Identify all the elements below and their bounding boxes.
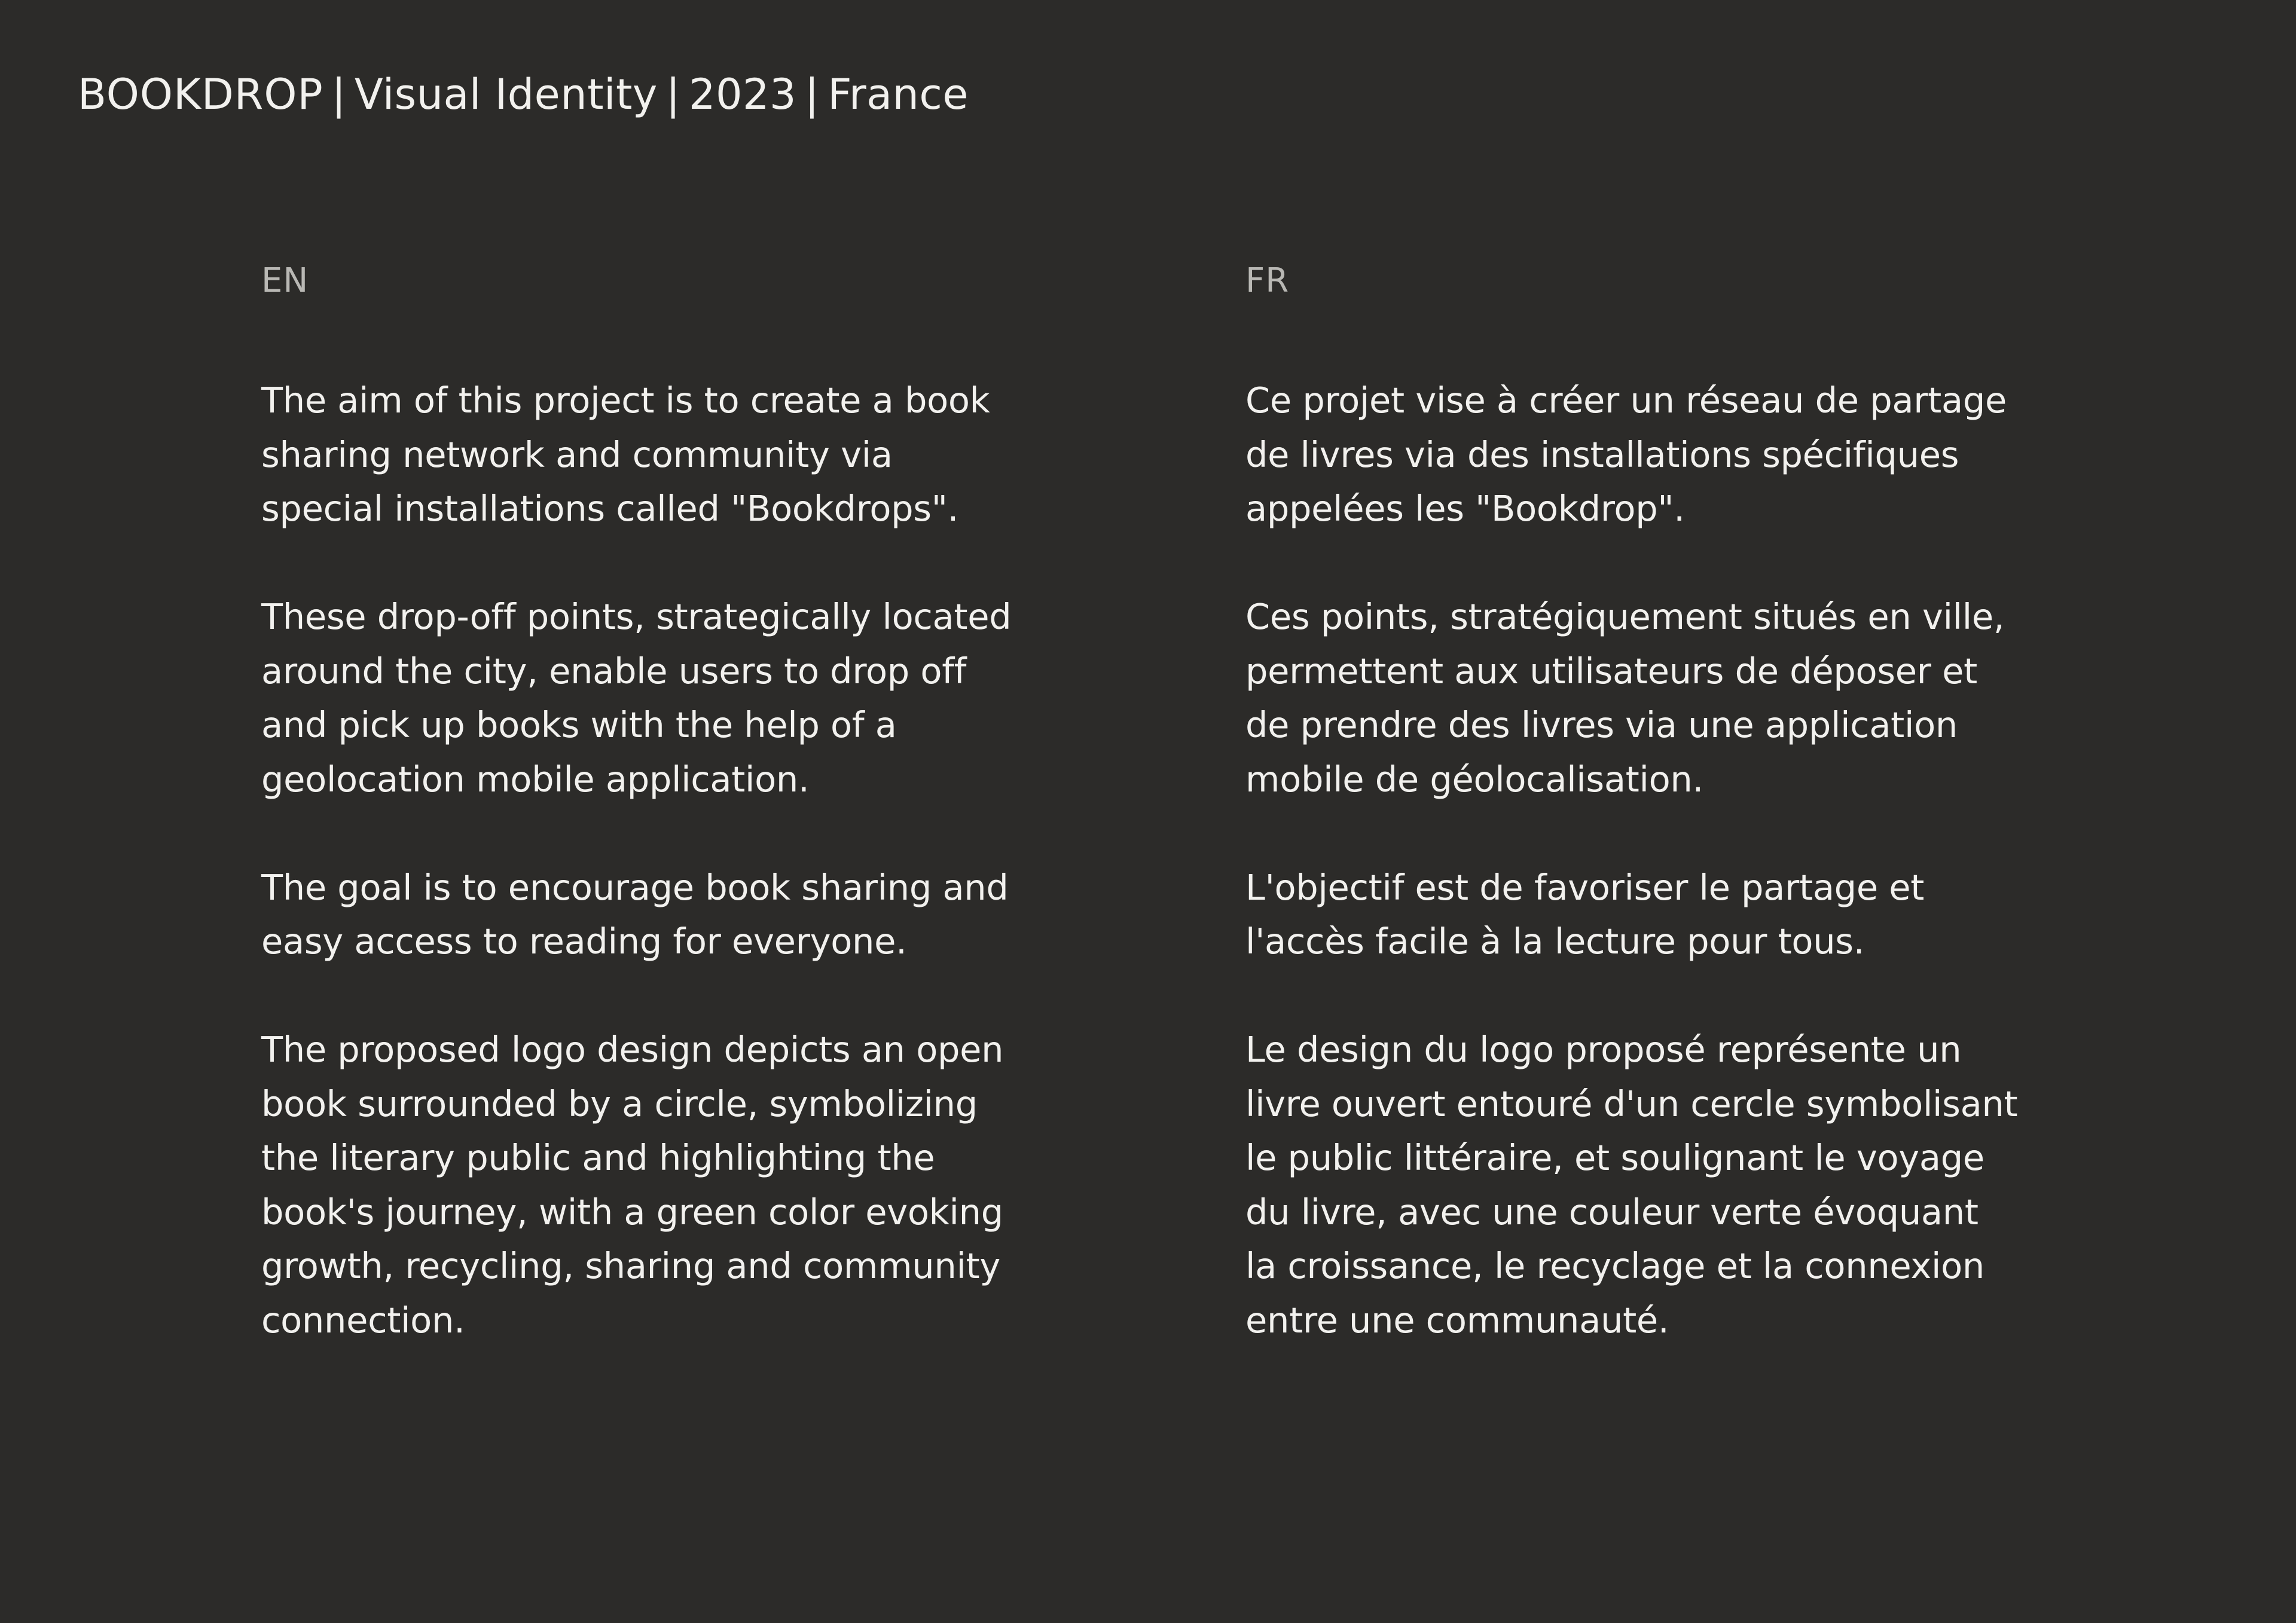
- text-line: geolocation mobile application.: [261, 758, 810, 800]
- paragraph: [261, 374, 1098, 536]
- project-country: France: [828, 70, 969, 119]
- header-separator: |: [805, 70, 820, 119]
- text-line: la croissance, le recyclage et la connexion: [1245, 1245, 1984, 1286]
- english-column: [261, 257, 1098, 1402]
- paragraph: [1245, 374, 2083, 536]
- header-separator: |: [665, 70, 680, 119]
- text-line: de prendre des livres via une application: [1245, 704, 1958, 745]
- paragraph: [261, 1023, 1098, 1347]
- text-line: Le design du logo proposé représente un: [1245, 1029, 1962, 1070]
- text-line: livre ouvert entouré d'un cercle symbolisant: [1245, 1083, 2018, 1124]
- text-line: book's journey, with a green color evoking: [261, 1191, 1003, 1233]
- text-line: sharing network and community via: [261, 433, 893, 475]
- paragraph: [261, 861, 1098, 969]
- text-line: entre une communauté.: [1245, 1299, 1669, 1341]
- header-separator: |: [331, 70, 346, 119]
- project-year: 2023: [688, 70, 797, 119]
- paragraph: [1245, 590, 2083, 806]
- text-line: The proposed logo design depicts an open: [261, 1029, 1004, 1070]
- language-label: FR: [1245, 261, 1290, 300]
- brand-name: BOOKDROP: [78, 70, 323, 119]
- text-line: L'objectif est de favoriser le partage et: [1245, 866, 1925, 908]
- text-line: Ces points, stratégiquement situés en ville,: [1245, 596, 2005, 637]
- paragraph: [1245, 861, 2083, 969]
- text-line: l'accès facile à la lecture pour tous.: [1245, 921, 1865, 962]
- text-line: book surrounded by a circle, symbolizing: [261, 1083, 978, 1124]
- page-header: [78, 65, 969, 124]
- text-line: de livres via des installations spécifiques: [1245, 433, 1959, 475]
- text-line: growth, recycling, sharing and community: [261, 1245, 1000, 1286]
- text-line: These drop-off points, strategically located: [261, 596, 1012, 637]
- text-line: du livre, avec une couleur verte évoquant: [1245, 1191, 1979, 1233]
- text-line: The goal is to encourage book sharing and: [261, 866, 1009, 908]
- text-line: appelées les "Bookdrop".: [1245, 488, 1685, 529]
- text-line: easy access to reading for everyone.: [261, 921, 907, 962]
- paragraph: [1245, 1023, 2083, 1347]
- text-line: connection.: [261, 1299, 465, 1341]
- language-label: EN: [261, 261, 309, 300]
- text-line: and pick up books with the help of a: [261, 704, 897, 745]
- text-line: le public littéraire, et soulignant le voyage: [1245, 1137, 1984, 1178]
- text-line: mobile de géolocalisation.: [1245, 758, 1703, 800]
- text-line: permettent aux utilisateurs de déposer et: [1245, 650, 1977, 692]
- text-line: special installations called "Bookdrops".: [261, 488, 959, 529]
- paragraph: [261, 590, 1098, 806]
- text-line: the literary public and highlighting the: [261, 1137, 935, 1178]
- text-line: around the city, enable users to drop off: [261, 650, 967, 692]
- project-category: Visual Identity: [354, 70, 658, 119]
- text-line: The aim of this project is to create a book: [261, 380, 990, 421]
- text-line: Ce projet vise à créer un réseau de partage: [1245, 380, 2007, 421]
- french-column: [1245, 257, 2083, 1402]
